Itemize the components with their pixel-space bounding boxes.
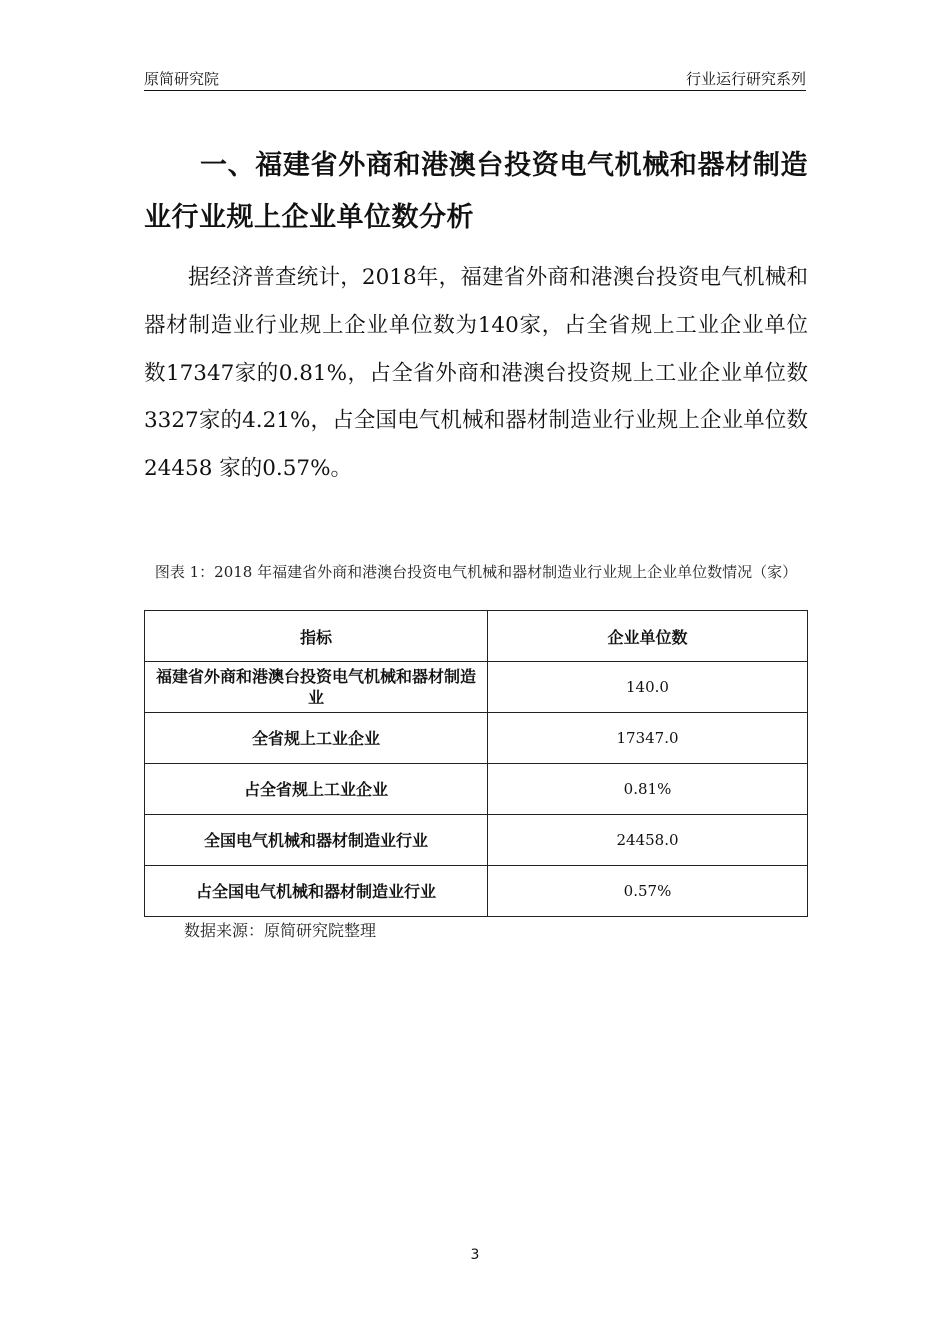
- table-row-value: 17347.0: [488, 713, 808, 764]
- table-row: [145, 713, 808, 764]
- table-row: [145, 815, 808, 866]
- table-row-value: 0.81%: [488, 764, 808, 815]
- table-header-row: [145, 611, 808, 662]
- table-row-label: 全国电气机械和器材制造业行业: [145, 815, 488, 866]
- table-row-label: 占全省规上工业企业: [145, 764, 488, 815]
- data-table: [144, 610, 808, 917]
- table-row-label: 福建省外商和港澳台投资电气机械和器材制造业: [145, 662, 488, 713]
- header-series-name: 行业运行研究系列: [685, 70, 806, 88]
- table-header-indicator: 指标: [145, 611, 488, 662]
- table-row: [145, 662, 808, 713]
- section-title: 一、福建省外商和港澳台投资电气机械和器材制造业行业规上企业单位数分析: [144, 150, 808, 233]
- header-org-name: 原简研究院: [144, 70, 220, 88]
- table-row-value: 24458.0: [488, 815, 808, 866]
- body-paragraph: 据经济普查统计，2018年，福建省外商和港澳台投资电气机械和器材制造业行业规上企业单位数为140家，占全省规上工业企业单位数17347家的0.81%，占全省外商和港澳台投资规上工业企业单位数3327家的4.21%，占全国电气机械和器材制造业行业规上企业单位数 24458 家的0.57%。: [144, 265, 808, 482]
- page-number: 3: [470, 1247, 480, 1263]
- table-row-value: 140.0: [488, 662, 808, 713]
- table-row-label: 全省规上工业企业: [145, 713, 488, 764]
- table-row: [145, 866, 808, 917]
- header-divider: [144, 90, 806, 91]
- table-row-label: 占全国电气机械和器材制造业行业: [145, 866, 488, 917]
- table-header-unit-count: 企业单位数: [488, 611, 808, 662]
- data-source-note: 数据来源：原简研究院整理: [184, 921, 377, 940]
- figure-caption: 图表 1：2018 年福建省外商和港澳台投资电气机械和器材制造业行业规上企业单位数情况（家）: [154, 563, 798, 581]
- table-row: [145, 764, 808, 815]
- table-row-value: 0.57%: [488, 866, 808, 917]
